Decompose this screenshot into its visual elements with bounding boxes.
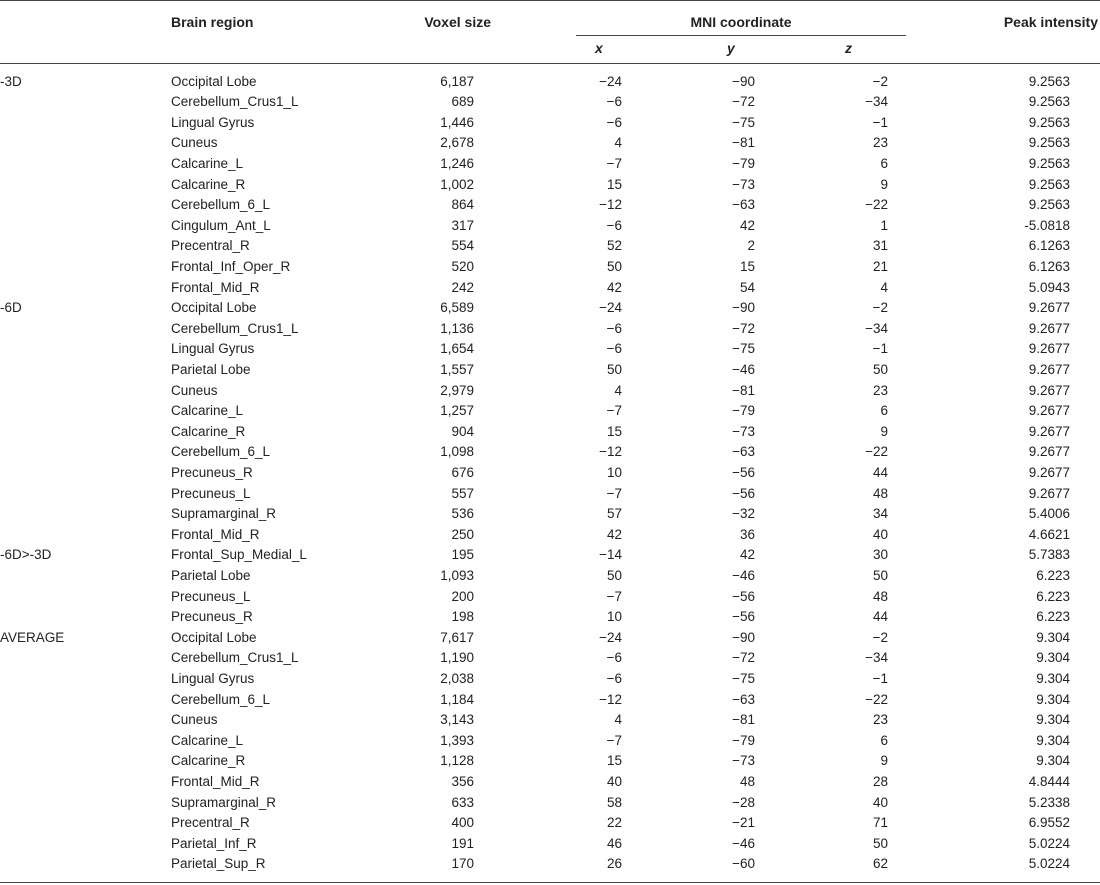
- row-y: 54: [739, 279, 755, 295]
- row-brain-region: Precuneus_L: [171, 588, 251, 604]
- row-peak-intensity: 9.304: [1036, 753, 1070, 769]
- row-voxel-size: 2,678: [440, 135, 474, 151]
- table-row: [0, 587, 1100, 608]
- row-x: −12: [599, 444, 622, 460]
- table-row: [0, 298, 1100, 319]
- row-z: 9: [880, 423, 888, 439]
- row-peak-intensity: 9.2563: [1028, 197, 1070, 213]
- table-row: [0, 545, 1100, 566]
- row-brain-region: Occipital Lobe: [171, 300, 257, 316]
- row-voxel-size: 242: [451, 279, 474, 295]
- row-y: −73: [732, 753, 755, 769]
- row-z: 50: [872, 361, 888, 377]
- table-row: [0, 690, 1100, 711]
- row-x: 10: [606, 464, 622, 480]
- row-voxel-size: 1,093: [440, 567, 474, 583]
- row-x: 4: [614, 382, 622, 398]
- table-row: [0, 648, 1100, 669]
- row-z: −22: [865, 197, 888, 213]
- row-y: −73: [732, 176, 755, 192]
- row-peak-intensity: 9.2563: [1028, 155, 1070, 171]
- row-z: 48: [872, 485, 888, 501]
- row-y: −56: [732, 609, 755, 625]
- row-y: 15: [739, 258, 755, 274]
- row-voxel-size: 7,617: [440, 629, 474, 645]
- row-condition: -3D: [0, 73, 22, 89]
- row-x: 42: [606, 279, 622, 295]
- row-voxel-size: 1,136: [440, 320, 474, 336]
- row-y: −75: [732, 670, 755, 686]
- table-row: [0, 813, 1100, 834]
- row-voxel-size: 356: [451, 773, 474, 789]
- row-voxel-size: 170: [451, 856, 474, 872]
- row-peak-intensity: 9.304: [1036, 691, 1070, 707]
- row-brain-region: Cuneus: [171, 712, 218, 728]
- row-z: 44: [872, 464, 888, 480]
- row-x: 15: [606, 176, 622, 192]
- row-brain-region: Lingual Gyrus: [171, 114, 255, 130]
- row-y: 42: [739, 547, 755, 563]
- table-row: [0, 216, 1100, 237]
- row-z: −2: [872, 73, 888, 89]
- row-z: −34: [865, 320, 888, 336]
- row-peak-intensity: 9.2677: [1028, 403, 1070, 419]
- row-x: −6: [606, 341, 622, 357]
- table-row: [0, 401, 1100, 422]
- table-row: [0, 525, 1100, 546]
- row-x: −12: [599, 691, 622, 707]
- row-y: −79: [732, 155, 755, 171]
- row-z: 23: [872, 712, 888, 728]
- row-brain-region: Parietal_Inf_R: [171, 835, 257, 851]
- row-x: −24: [599, 629, 622, 645]
- row-peak-intensity: 9.2677: [1028, 382, 1070, 398]
- row-y: −21: [732, 815, 755, 831]
- row-z: 31: [872, 238, 888, 254]
- row-peak-intensity: 5.0224: [1028, 856, 1070, 872]
- row-x: −7: [606, 155, 622, 171]
- row-z: −2: [872, 629, 888, 645]
- row-voxel-size: 1,128: [440, 753, 474, 769]
- table-row: [0, 793, 1100, 814]
- row-x: 50: [606, 567, 622, 583]
- header-peak-intensity: Peak intensity: [1003, 14, 1098, 30]
- row-voxel-size: 1,246: [440, 155, 474, 171]
- row-voxel-size: 1,098: [440, 444, 474, 460]
- row-y: 2: [747, 238, 755, 254]
- row-z: 23: [872, 382, 888, 398]
- table-row: [0, 154, 1100, 175]
- row-z: −34: [865, 650, 888, 666]
- row-brain-region: Calcarine_L: [171, 155, 244, 171]
- row-z: 40: [872, 526, 888, 542]
- row-peak-intensity: 9.304: [1036, 650, 1070, 666]
- table-row: [0, 710, 1100, 731]
- table-row: [0, 463, 1100, 484]
- table-row: [0, 360, 1100, 381]
- row-brain-region: Cerebellum_Crus1_L: [171, 320, 299, 336]
- row-z: −1: [872, 670, 888, 686]
- row-brain-region: Precuneus_R: [171, 464, 253, 480]
- row-voxel-size: 904: [451, 423, 474, 439]
- row-peak-intensity: 9.2677: [1028, 300, 1070, 316]
- header-mni-coordinate: MNI coordinate: [690, 14, 792, 30]
- row-voxel-size: 1,446: [440, 114, 474, 130]
- row-x: −6: [606, 650, 622, 666]
- row-peak-intensity: 5.7383: [1028, 547, 1070, 563]
- row-voxel-size: 1,002: [440, 176, 474, 192]
- header-brain-region: Brain region: [171, 14, 254, 30]
- row-y: −63: [732, 444, 755, 460]
- row-brain-region: Frontal_Mid_R: [171, 279, 260, 295]
- row-voxel-size: 198: [451, 609, 474, 625]
- row-voxel-size: 1,557: [440, 361, 474, 377]
- table-row: [0, 236, 1100, 257]
- row-peak-intensity: 9.304: [1036, 670, 1070, 686]
- row-y: −81: [732, 135, 755, 151]
- row-y: −46: [732, 567, 755, 583]
- row-brain-region: Precuneus_L: [171, 485, 251, 501]
- row-peak-intensity: 9.2563: [1028, 114, 1070, 130]
- table-row: [0, 133, 1100, 154]
- row-brain-region: Cerebellum_Crus1_L: [171, 650, 299, 666]
- row-condition: -6D: [0, 300, 22, 316]
- row-x: 57: [606, 506, 622, 522]
- row-x: −7: [606, 732, 622, 748]
- row-x: −14: [599, 547, 622, 563]
- row-brain-region: Parietal Lobe: [171, 361, 251, 377]
- row-brain-region: Calcarine_R: [171, 176, 246, 192]
- header-z: z: [845, 40, 852, 56]
- row-brain-region: Cerebellum_6_L: [171, 444, 271, 460]
- row-x: 15: [606, 753, 622, 769]
- row-y: −46: [732, 835, 755, 851]
- row-peak-intensity: 5.2338: [1028, 794, 1070, 810]
- row-z: −34: [865, 94, 888, 110]
- row-x: 22: [606, 815, 622, 831]
- row-y: −63: [732, 691, 755, 707]
- row-peak-intensity: 9.304: [1036, 732, 1070, 748]
- row-z: 21: [872, 258, 888, 274]
- row-x: 40: [606, 773, 622, 789]
- header-x: x: [595, 40, 603, 56]
- row-x: −7: [606, 588, 622, 604]
- row-brain-region: Precentral_R: [171, 815, 250, 831]
- row-brain-region: Parietal_Sup_R: [171, 856, 266, 872]
- row-y: −72: [732, 650, 755, 666]
- row-y: −60: [732, 856, 755, 872]
- table-row: [0, 442, 1100, 463]
- row-voxel-size: 191: [451, 835, 474, 851]
- row-brain-region: Frontal_Mid_R: [171, 773, 260, 789]
- row-x: 52: [606, 238, 622, 254]
- row-x: 4: [614, 135, 622, 151]
- row-x: −24: [599, 73, 622, 89]
- row-z: 6: [880, 403, 888, 419]
- row-condition: -6D>-3D: [0, 547, 52, 563]
- row-voxel-size: 1,393: [440, 732, 474, 748]
- row-z: 48: [872, 588, 888, 604]
- row-z: −2: [872, 300, 888, 316]
- row-peak-intensity: 9.2563: [1028, 135, 1070, 151]
- row-voxel-size: 557: [451, 485, 474, 501]
- row-voxel-size: 200: [451, 588, 474, 604]
- row-voxel-size: 676: [451, 464, 474, 480]
- row-brain-region: Occipital Lobe: [171, 629, 257, 645]
- row-brain-region: Precuneus_R: [171, 609, 253, 625]
- row-voxel-size: 1,257: [440, 403, 474, 419]
- row-y: 42: [739, 217, 755, 233]
- row-brain-region: Calcarine_R: [171, 423, 246, 439]
- row-y: −56: [732, 588, 755, 604]
- row-peak-intensity: 9.2677: [1028, 361, 1070, 377]
- row-z: 44: [872, 609, 888, 625]
- row-y: −72: [732, 320, 755, 336]
- row-z: 9: [880, 753, 888, 769]
- row-x: 26: [606, 856, 622, 872]
- header-y: y: [727, 40, 735, 56]
- row-peak-intensity: 9.2677: [1028, 464, 1070, 480]
- row-brain-region: Calcarine_L: [171, 403, 244, 419]
- row-z: 6: [880, 155, 888, 171]
- row-x: −7: [606, 485, 622, 501]
- table-row: [0, 422, 1100, 443]
- row-brain-region: Calcarine_R: [171, 753, 246, 769]
- row-voxel-size: 3,143: [440, 712, 474, 728]
- table-row: [0, 834, 1100, 855]
- row-peak-intensity: 9.304: [1036, 629, 1070, 645]
- row-y: 36: [739, 526, 755, 542]
- table-row: [0, 319, 1100, 340]
- row-brain-region: Cerebellum_Crus1_L: [171, 94, 299, 110]
- row-peak-intensity: 5.4006: [1028, 506, 1070, 522]
- row-peak-intensity: 9.2677: [1028, 444, 1070, 460]
- table-row: [0, 751, 1100, 772]
- row-peak-intensity: 6.223: [1036, 609, 1070, 625]
- row-voxel-size: 633: [451, 794, 474, 810]
- row-y: −28: [732, 794, 755, 810]
- row-peak-intensity: 6.223: [1036, 588, 1070, 604]
- row-peak-intensity: -5.0818: [1024, 217, 1070, 233]
- row-voxel-size: 536: [451, 506, 474, 522]
- row-x: −6: [606, 94, 622, 110]
- table-row: [0, 504, 1100, 525]
- row-voxel-size: 2,979: [440, 382, 474, 398]
- row-peak-intensity: 9.2563: [1028, 176, 1070, 192]
- table-row: [0, 607, 1100, 628]
- table-row: [0, 278, 1100, 299]
- row-voxel-size: 6,187: [440, 73, 474, 89]
- table-row: [0, 257, 1100, 278]
- row-y: −90: [732, 73, 755, 89]
- row-y: −79: [732, 403, 755, 419]
- row-brain-region: Cerebellum_6_L: [171, 197, 271, 213]
- row-z: 23: [872, 135, 888, 151]
- row-voxel-size: 6,589: [440, 300, 474, 316]
- table-row: [0, 669, 1100, 690]
- row-peak-intensity: 9.2677: [1028, 320, 1070, 336]
- row-y: −32: [732, 506, 755, 522]
- row-brain-region: Cingulum_Ant_L: [171, 217, 271, 233]
- row-peak-intensity: 6.1263: [1028, 238, 1070, 254]
- row-voxel-size: 864: [451, 197, 474, 213]
- table-row: [0, 484, 1100, 505]
- row-brain-region: Calcarine_L: [171, 732, 244, 748]
- row-voxel-size: 554: [451, 238, 474, 254]
- row-x: 58: [606, 794, 622, 810]
- row-z: −1: [872, 341, 888, 357]
- row-peak-intensity: 4.8444: [1028, 773, 1070, 789]
- table-top-rule: [0, 0, 1100, 1]
- row-y: −46: [732, 361, 755, 377]
- row-brain-region: Cerebellum_6_L: [171, 691, 271, 707]
- row-peak-intensity: 5.0224: [1028, 835, 1070, 851]
- table-row: [0, 339, 1100, 360]
- row-x: 50: [606, 361, 622, 377]
- table-row: [0, 628, 1100, 649]
- row-y: 48: [739, 773, 755, 789]
- table-row: [0, 566, 1100, 587]
- row-brain-region: Lingual Gyrus: [171, 341, 255, 357]
- row-z: 34: [872, 506, 888, 522]
- header-bottom-rule: [0, 63, 1100, 64]
- table-row: [0, 92, 1100, 113]
- row-voxel-size: 689: [451, 94, 474, 110]
- row-peak-intensity: 5.0943: [1028, 279, 1070, 295]
- table-row: [0, 772, 1100, 793]
- row-z: 30: [872, 547, 888, 563]
- row-peak-intensity: 4.6621: [1028, 526, 1070, 542]
- row-brain-region: Cuneus: [171, 135, 218, 151]
- row-x: −6: [606, 320, 622, 336]
- row-voxel-size: 1,654: [440, 341, 474, 357]
- row-z: 40: [872, 794, 888, 810]
- table-row: [0, 195, 1100, 216]
- row-peak-intensity: 9.2563: [1028, 73, 1070, 89]
- row-z: 4: [880, 279, 888, 295]
- row-z: 50: [872, 835, 888, 851]
- row-condition: AVERAGE: [0, 629, 65, 645]
- row-brain-region: Occipital Lobe: [171, 73, 257, 89]
- row-brain-region: Precentral_R: [171, 238, 250, 254]
- table-row: [0, 113, 1100, 134]
- row-x: −7: [606, 403, 622, 419]
- row-x: −6: [606, 670, 622, 686]
- row-x: −6: [606, 217, 622, 233]
- table-row: [0, 72, 1100, 93]
- row-z: 9: [880, 176, 888, 192]
- row-brain-region: Cuneus: [171, 382, 218, 398]
- row-y: −63: [732, 197, 755, 213]
- row-voxel-size: 195: [451, 547, 474, 563]
- row-y: −56: [732, 464, 755, 480]
- row-z: −22: [865, 691, 888, 707]
- row-y: −75: [732, 341, 755, 357]
- row-z: 6: [880, 732, 888, 748]
- mni-subheader-rule: [576, 35, 906, 36]
- table-row: [0, 854, 1100, 875]
- row-peak-intensity: 6.223: [1036, 567, 1070, 583]
- row-voxel-size: 317: [451, 217, 474, 233]
- row-voxel-size: 2,038: [440, 670, 474, 686]
- row-x: 42: [606, 526, 622, 542]
- row-x: −12: [599, 197, 622, 213]
- row-y: −73: [732, 423, 755, 439]
- row-x: 50: [606, 258, 622, 274]
- row-peak-intensity: 6.9552: [1028, 815, 1070, 831]
- row-z: 28: [872, 773, 888, 789]
- row-x: 4: [614, 712, 622, 728]
- row-z: −22: [865, 444, 888, 460]
- table-row: [0, 381, 1100, 402]
- row-z: 50: [872, 567, 888, 583]
- row-x: 46: [606, 835, 622, 851]
- row-x: −24: [599, 300, 622, 316]
- row-z: −1: [872, 114, 888, 130]
- header-voxel-size: Voxel size: [424, 14, 491, 30]
- row-peak-intensity: 9.2677: [1028, 341, 1070, 357]
- row-peak-intensity: 6.1263: [1028, 258, 1070, 274]
- table-row: [0, 731, 1100, 752]
- row-peak-intensity: 9.304: [1036, 712, 1070, 728]
- row-y: −56: [732, 485, 755, 501]
- row-y: −72: [732, 94, 755, 110]
- row-y: −75: [732, 114, 755, 130]
- row-peak-intensity: 9.2677: [1028, 485, 1070, 501]
- row-voxel-size: 250: [451, 526, 474, 542]
- row-z: 62: [872, 856, 888, 872]
- row-y: −90: [732, 300, 755, 316]
- row-brain-region: Lingual Gyrus: [171, 670, 255, 686]
- row-brain-region: Parietal Lobe: [171, 567, 251, 583]
- row-voxel-size: 520: [451, 258, 474, 274]
- row-x: 15: [606, 423, 622, 439]
- table-bottom-rule: [0, 882, 1100, 883]
- row-y: −81: [732, 382, 755, 398]
- row-brain-region: Frontal_Inf_Oper_R: [171, 258, 291, 274]
- row-brain-region: Frontal_Sup_Medial_L: [171, 547, 307, 563]
- row-z: 1: [880, 217, 888, 233]
- row-x: 10: [606, 609, 622, 625]
- row-brain-region: Supramarginal_R: [171, 506, 277, 522]
- row-x: −6: [606, 114, 622, 130]
- row-y: −79: [732, 732, 755, 748]
- row-z: 71: [872, 815, 888, 831]
- row-peak-intensity: 9.2563: [1028, 94, 1070, 110]
- row-voxel-size: 400: [451, 815, 474, 831]
- row-brain-region: Supramarginal_R: [171, 794, 277, 810]
- row-brain-region: Frontal_Mid_R: [171, 526, 260, 542]
- row-y: −81: [732, 712, 755, 728]
- table-row: [0, 175, 1100, 196]
- row-voxel-size: 1,190: [440, 650, 474, 666]
- row-peak-intensity: 9.2677: [1028, 423, 1070, 439]
- row-voxel-size: 1,184: [440, 691, 474, 707]
- row-y: −90: [732, 629, 755, 645]
